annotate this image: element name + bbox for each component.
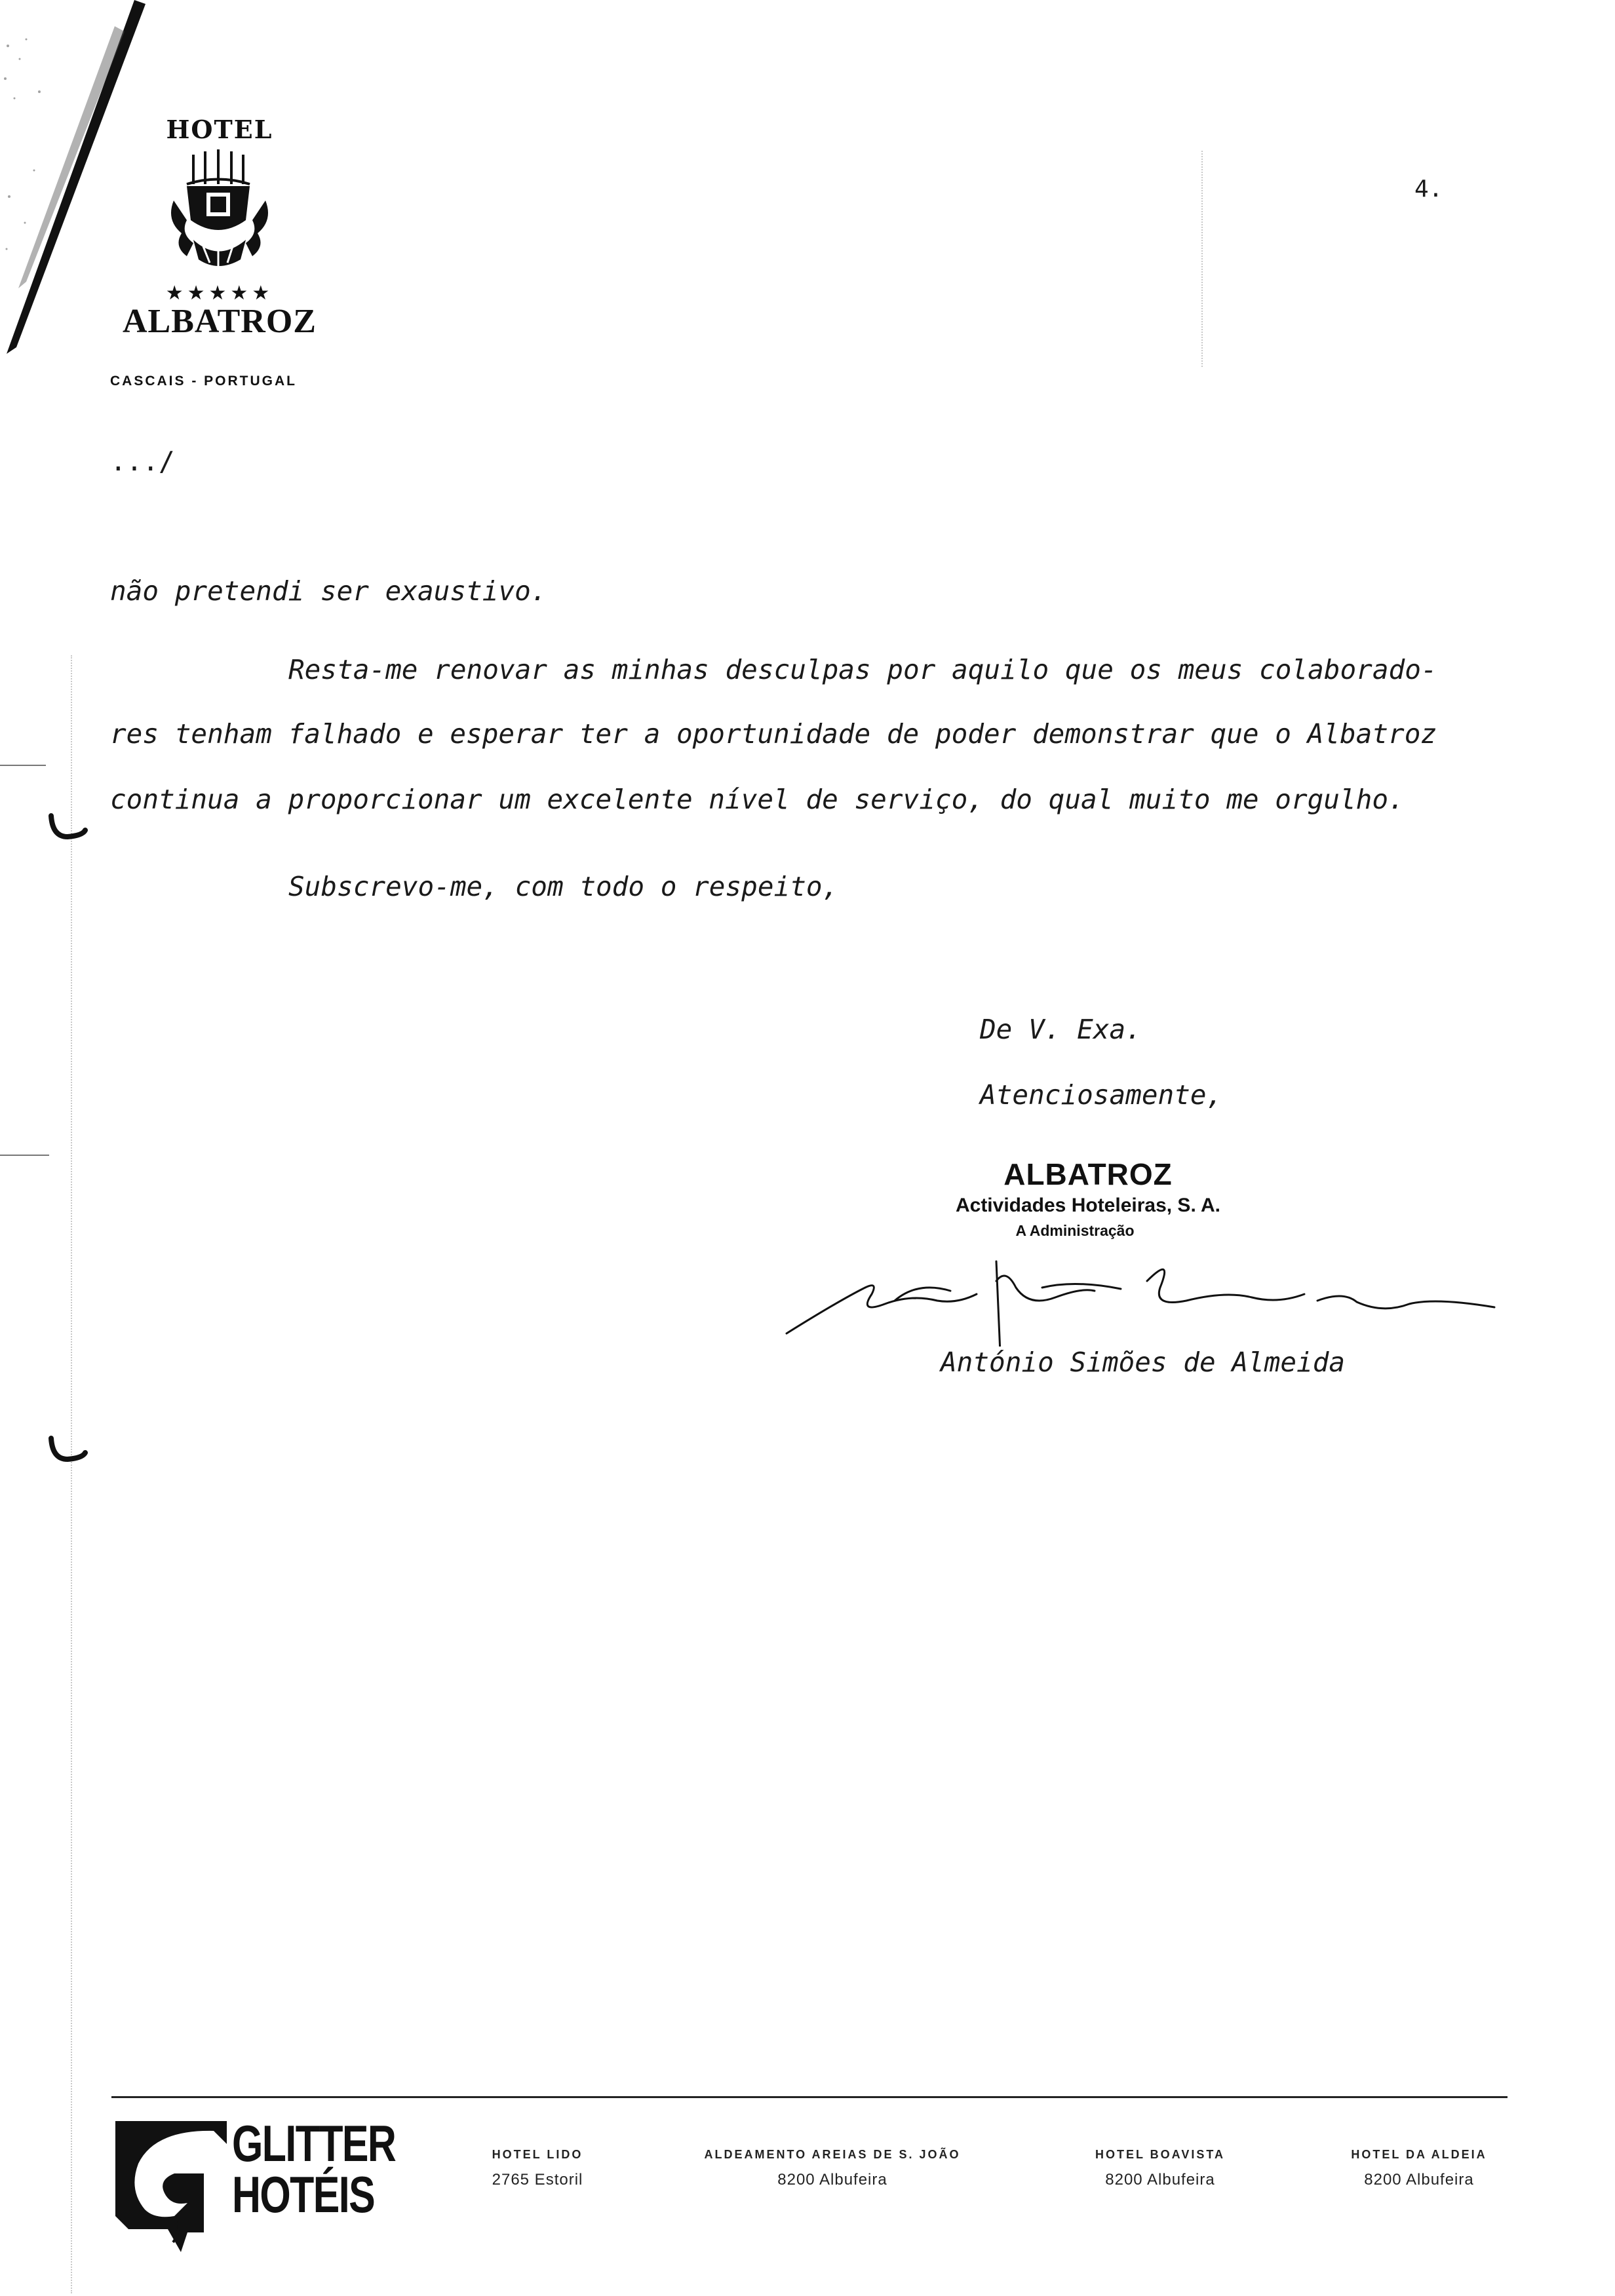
body-line-1: não pretendi ser exaustivo. bbox=[110, 575, 547, 607]
property-address: 8200 Albufeira bbox=[777, 2171, 887, 2189]
footer-property-lido bbox=[459, 2148, 616, 2189]
stamp-legal-name: Actividades Hoteleiras, S. A. bbox=[955, 1195, 1221, 1216]
letterhead-hotel-name: ALBATROZ bbox=[123, 303, 317, 340]
footer-property-boavista bbox=[1062, 2148, 1258, 2189]
footer-property-aldeia bbox=[1321, 2148, 1517, 2189]
glitter-brand-name bbox=[232, 2114, 396, 2223]
fold-tick-top bbox=[0, 765, 46, 766]
crest-logo-icon bbox=[167, 148, 272, 279]
property-address: 2765 Estoril bbox=[492, 2171, 583, 2189]
closing-complimentary: Atenciosamente, bbox=[980, 1079, 1223, 1111]
continuation-mark: .../ bbox=[110, 446, 175, 477]
fold-tick-middle bbox=[0, 1155, 49, 1156]
page-number: 4. bbox=[1414, 176, 1443, 202]
star-rating: ★★★★★ bbox=[165, 282, 274, 305]
body-line-3: res tenham falhado e esperar ter a oportunidade de poder demonstrar que o Albatroz bbox=[110, 718, 1437, 750]
punch-hole-mark-bottom bbox=[45, 1432, 90, 1471]
letterhead-location: CASCAIS - PORTUGAL bbox=[110, 373, 297, 389]
closing-salutation: De V. Exa. bbox=[980, 1014, 1142, 1045]
handwritten-signature bbox=[780, 1242, 1501, 1347]
stamp-company-name: ALBATROZ bbox=[1003, 1157, 1173, 1191]
company-stamp bbox=[950, 1157, 1226, 1240]
footer-property-areias bbox=[675, 2148, 990, 2189]
property-name: HOTEL LIDO bbox=[492, 2148, 583, 2161]
signer-name: António Simões de Almeida bbox=[941, 1347, 1346, 1378]
property-address: 8200 Albufeira bbox=[1105, 2171, 1215, 2189]
footer-divider bbox=[111, 2096, 1508, 2098]
property-name: HOTEL BOAVISTA bbox=[1095, 2148, 1225, 2161]
property-address: 8200 Albufeira bbox=[1364, 2171, 1474, 2189]
glitter-hoteis-logo bbox=[115, 2114, 410, 2268]
body-line-5: Subscrevo-me, com todo o respeito, bbox=[288, 871, 839, 902]
stamp-administration: A Administração bbox=[1015, 1222, 1135, 1239]
letterhead-hotel-word: HOTEL bbox=[166, 115, 273, 144]
scan-faint-line bbox=[1201, 151, 1203, 367]
property-name: ALDEAMENTO AREIAS DE S. JOÃO bbox=[704, 2148, 961, 2161]
brand-line-1: GLITTER bbox=[232, 2114, 396, 2172]
body-line-4: continua a proporcionar um excelente nível de serviço, do qual muito me orgulho. bbox=[110, 784, 1405, 815]
hotel-letterhead bbox=[105, 115, 354, 341]
brand-line-2: HOTÉIS bbox=[232, 2166, 375, 2223]
property-name: HOTEL DA ALDEIA bbox=[1351, 2148, 1487, 2161]
punch-hole-mark-top bbox=[45, 809, 90, 849]
body-line-2: Resta-me renovar as minhas desculpas por aquilo que os meus colaborado- bbox=[288, 654, 1437, 685]
scan-margin-line bbox=[71, 655, 72, 2293]
glitter-logo-icon bbox=[115, 2118, 230, 2252]
